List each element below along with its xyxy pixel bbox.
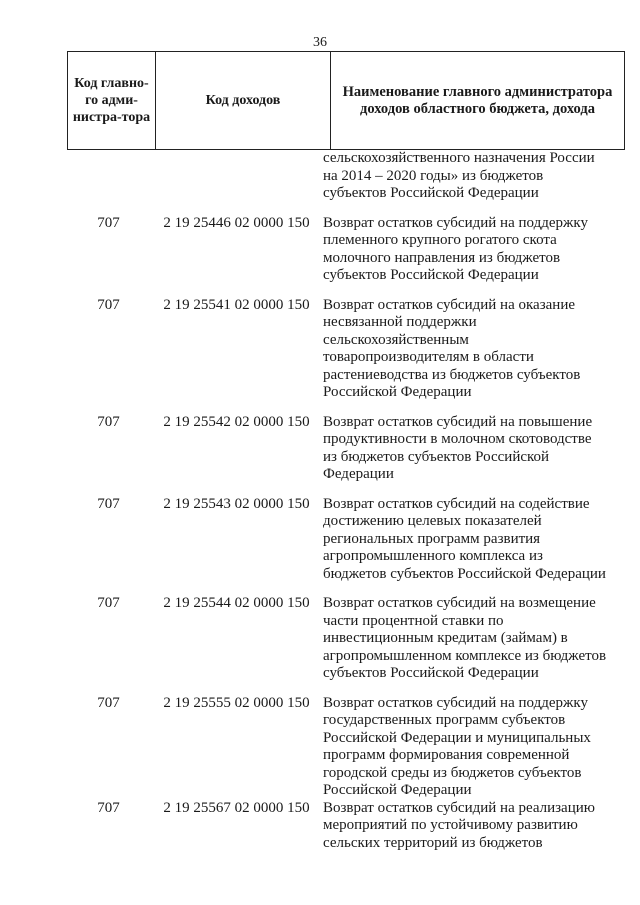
income-name: Возврат остатков субсидий на поддержку племенного крупного рогатого скота молочного направления из бюджетов субъектов Российской Федерации [323,214,588,283]
header-admin-code: Код главно-го адми-нистра-тора [68,52,156,150]
income-code: 2 19 25542 02 0000 150 [163,413,310,430]
table-row [67,695,609,800]
table-row [67,297,609,402]
income-code: 2 19 25446 02 0000 150 [163,214,310,231]
admin-code: 707 [97,495,120,512]
income-name: Возврат остатков субсидий на оказание несвязанной поддержки сельскохозяйственным товаропроизводителям в области растениеводства из бюджетов субъектов Российской Федерации [323,296,581,400]
table-header [67,51,625,150]
income-code: 2 19 25543 02 0000 150 [163,495,310,512]
income-code: 2 19 25567 02 0000 150 [163,799,310,816]
admin-code: 707 [97,214,120,231]
table-row [67,414,609,484]
admin-code: 707 [97,296,120,313]
admin-code: 707 [97,799,120,816]
table-row [67,496,609,584]
income-code: 2 19 25555 02 0000 150 [163,694,310,711]
income-name: Возврат остатков субсидий на возмещение части процентной ставки по инвестиционным кредитам (займам) в агропромышленном комплексе из бюджетов субъектов Российской Федерации [323,595,607,681]
admin-code: 707 [97,595,120,611]
admin-code: 707 [97,413,120,430]
income-code: 2 19 25541 02 0000 150 [163,296,310,313]
table-row [67,800,609,853]
table-body [67,150,609,852]
header-income-code: Код доходов [156,52,331,150]
table-row [67,215,609,285]
table-row [67,595,609,683]
income-code: 2 19 25544 02 0000 150 [163,595,310,611]
admin-code: 707 [97,694,120,711]
income-name: Возврат остатков субсидий на повышение продуктивности в молочном скотоводстве из бюджетов субъектов Российской Федерации [323,413,593,482]
income-name: Возврат остатков субсидий на поддержку государственных программ субъектов Российской Федерации и муниципальных программ формирования современной городской среды из бюджетов субъектов Российской Федерации [323,694,591,798]
header-name: Наименование главного администратора доходов областного бюджета, дохода [331,52,625,150]
income-name: Возврат остатков субсидий на содействие достижению целевых показателей региональных программ развития агропромышленного комплекса из бюджетов субъектов Российской Федерации [323,495,606,582]
income-name: Возврат остатков субсидий на реализацию мероприятий по устойчивому развитию сельских территорий из бюджетов [323,799,595,851]
page-number: 36 [313,35,327,50]
continuation-text: сельскохозяйственного назначения России на 2014 – 2020 годы» из бюджетов субъектов Российской Федерации [323,150,595,201]
